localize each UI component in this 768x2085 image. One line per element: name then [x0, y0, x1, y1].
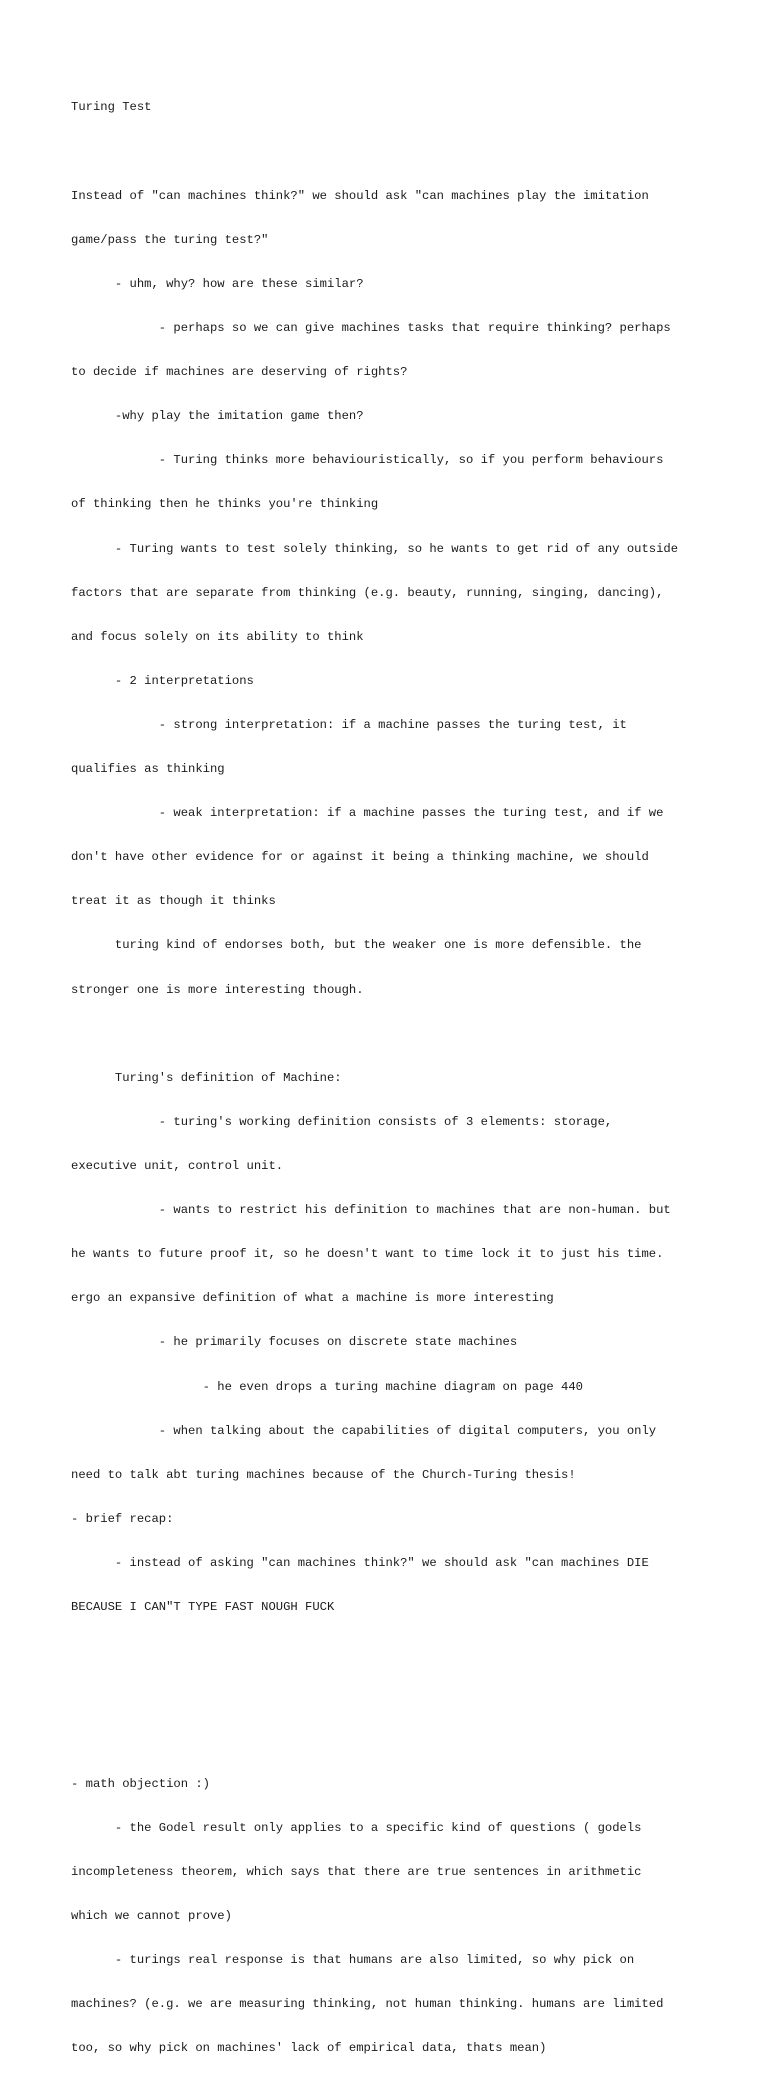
text-line: machines? (e.g. we are measuring thinking, not human thinking. humans are limited [71, 1997, 664, 2012]
text-line [71, 145, 711, 160]
text-line: don't have other evidence for or against it being a thinking machine, we should [71, 850, 649, 865]
text-line: - when talking about the capabilities of digital computers, you only [71, 1423, 657, 1438]
text-line: - weak interpretation: if a machine passes the turing test, and if we [71, 806, 664, 821]
text-line: -why play the imitation game then? [71, 409, 364, 424]
text-line: he wants to future proof it, so he doesn't want to time lock it to just his time. [71, 1247, 664, 1262]
text-line: need to talk abt turing machines because of the Church-Turing thesis! [71, 1467, 576, 1482]
text-line: treat it as though it thinks [71, 894, 276, 909]
text-line: - turings real response is that humans are also limited, so why pick on [71, 1953, 635, 1967]
text-line: - turing's working definition consists of 3 elements: storage, [71, 1114, 613, 1129]
text-line: qualifies as thinking [71, 762, 225, 777]
document-title: Turing Test [71, 100, 152, 115]
text-line: and focus solely on its ability to think [71, 629, 364, 644]
text-line [71, 1644, 711, 1659]
text-line: - 2 interpretations [71, 673, 254, 688]
text-line: of thinking then he thinks you're thinking [71, 497, 379, 512]
text-line: - he primarily focuses on discrete state machines [71, 1335, 518, 1350]
text-line: - brief recap: [71, 1511, 174, 1526]
text-line: - perhaps so we can give machines tasks that require thinking? perhaps [71, 320, 671, 335]
text-line: BECAUSE I CAN"T TYPE FAST NOUGH FUCK [71, 1600, 335, 1615]
text-line: Instead of "can machines think?" we should ask "can machines play the imitation [71, 188, 649, 203]
text-line: too, so why pick on machines' lack of empirical data, thats mean) [71, 2041, 547, 2056]
section-heading: Turing's definition of Machine: [71, 1070, 342, 1085]
text-line: - wants to restrict his definition to machines that are non-human. but [71, 1203, 671, 1218]
document-body [71, 71, 711, 2085]
text-line: stronger one is more interesting though. [71, 982, 364, 997]
text-line: - math objection :) [71, 1776, 210, 1791]
text-line [71, 1732, 711, 1747]
text-line: game/pass the turing test?" [71, 232, 269, 247]
text-line: turing kind of endorses both, but the weaker one is more defensible. the [71, 938, 642, 953]
text-line: - Turing thinks more behaviouristically, so if you perform behaviours [71, 453, 664, 468]
text-line: - the Godel result only applies to a specific kind of questions ( godels [71, 1820, 642, 1835]
text-line: - uhm, why? how are these similar? [71, 276, 364, 291]
text-line: - he even drops a turing machine diagram on page 440 [71, 1379, 583, 1394]
text-line [71, 1688, 711, 1703]
text-line: factors that are separate from thinking (e.g. beauty, running, singing, dancing), [71, 585, 664, 600]
text-line: which we cannot prove) [71, 1908, 232, 1923]
text-line: - strong interpretation: if a machine passes the turing test, it [71, 717, 627, 732]
text-line: incompleteness theorem, which says that there are true sentences in arithmetic [71, 1864, 642, 1879]
text-line: - instead of asking "can machines think?" we should ask "can machines DIE [71, 1556, 649, 1571]
text-line: - Turing wants to test solely thinking, so he wants to get rid of any outside [71, 541, 679, 556]
text-line: to decide if machines are deserving of rights? [71, 365, 408, 380]
text-line [71, 1027, 711, 1042]
text-line: ergo an expansive definition of what a machine is more interesting [71, 1291, 554, 1306]
text-line: executive unit, control unit. [71, 1159, 284, 1174]
